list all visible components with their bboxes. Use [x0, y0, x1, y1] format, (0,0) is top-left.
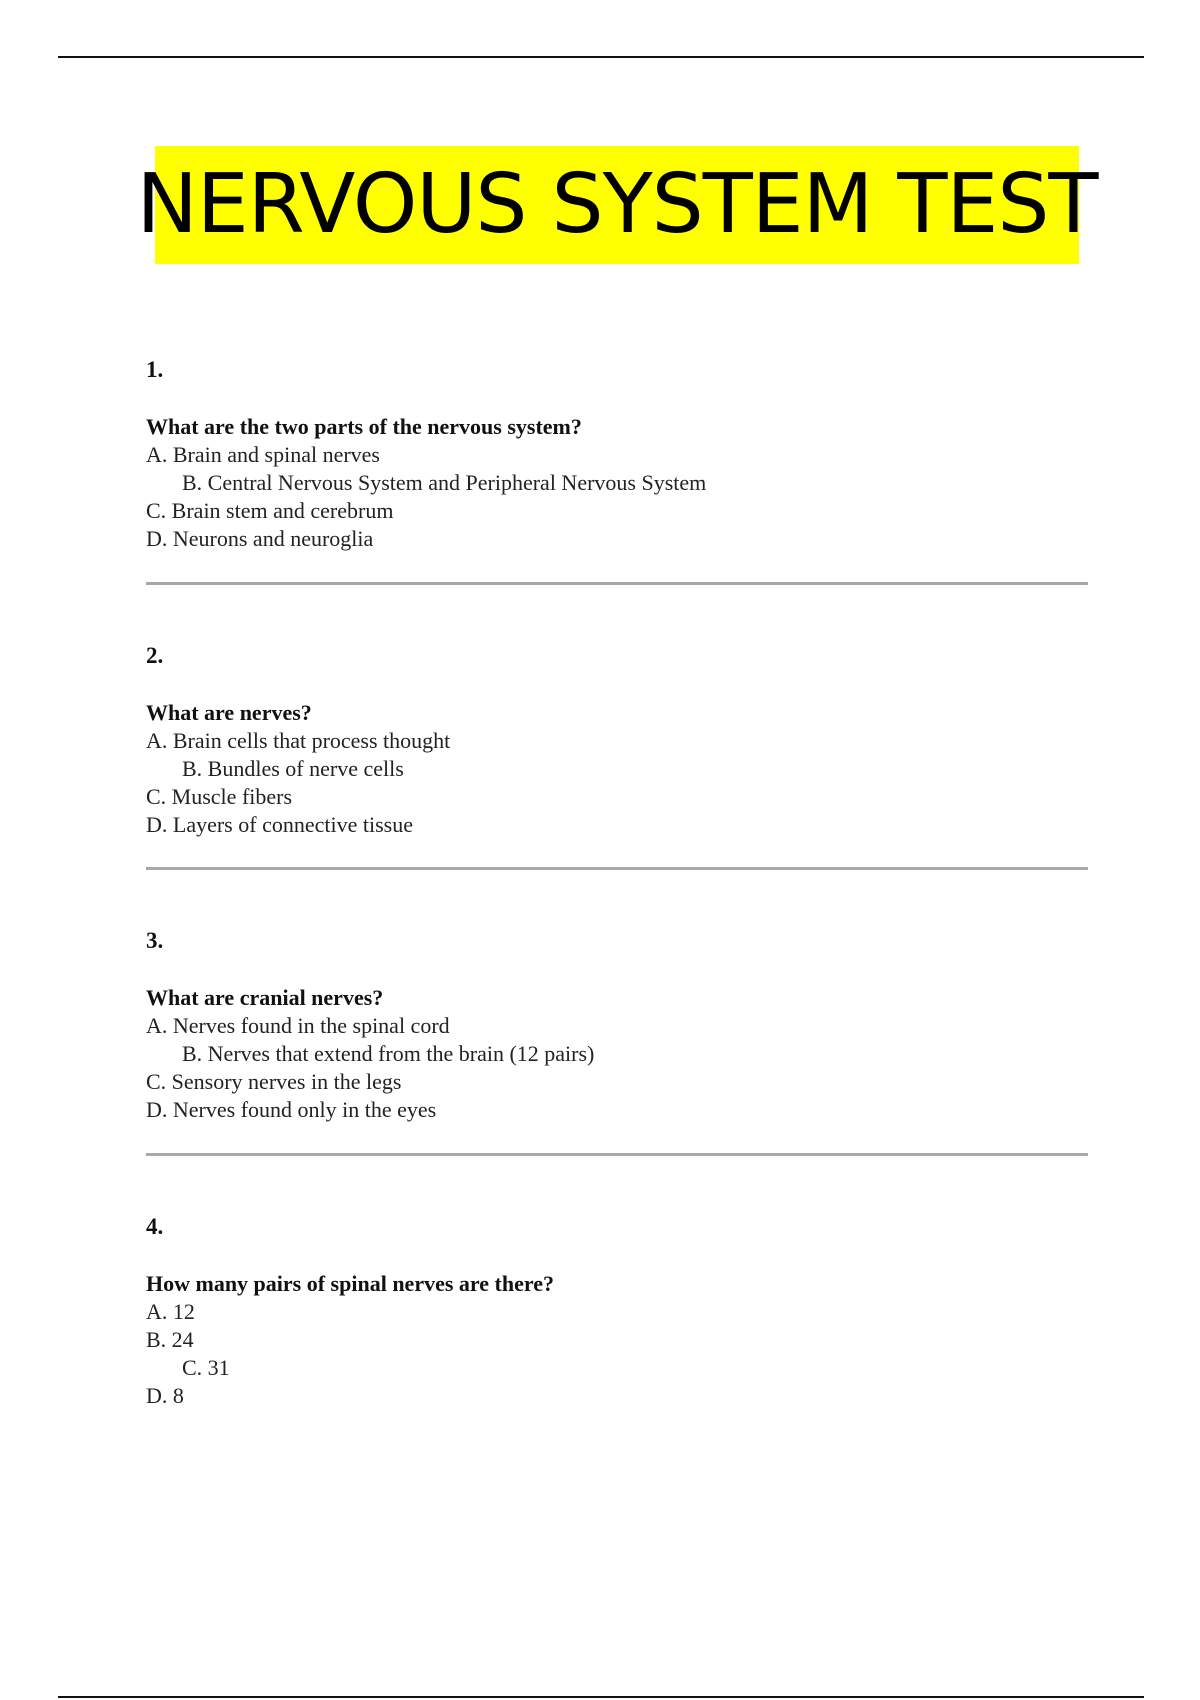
question-2	[146, 642, 1088, 839]
option-c: C. Brain stem and cerebrum	[146, 498, 394, 523]
option-b-correct: B. Central Nervous System and Peripheral Nervous System	[182, 470, 707, 495]
option-d: D. Nerves found only in the eyes	[146, 1097, 437, 1122]
question-number: 3.	[146, 928, 164, 953]
question-number: 4.	[146, 1214, 164, 1239]
option-a: A. Brain and spinal nerves	[146, 442, 380, 467]
option-b-correct: B. Nerves that extend from the brain (12 pairs)	[182, 1041, 595, 1066]
option-a: A. 12	[146, 1299, 195, 1324]
option-c: C. Muscle fibers	[146, 784, 293, 809]
question-text: What are the two parts of the nervous system?	[146, 414, 582, 439]
option-b: B. 24	[146, 1327, 194, 1352]
option-d: D. 8	[146, 1383, 184, 1408]
option-d: D. Neurons and neuroglia	[146, 526, 374, 551]
question-number: 1.	[146, 357, 164, 382]
question-text: What are nerves?	[146, 700, 312, 725]
question-text: What are cranial nerves?	[146, 985, 384, 1010]
option-c-correct: C. 31	[182, 1355, 230, 1380]
question-divider	[146, 582, 1088, 585]
option-a: A. Nerves found in the spinal cord	[146, 1013, 450, 1038]
question-number: 2.	[146, 643, 164, 668]
question-divider	[146, 1153, 1088, 1156]
page-title: NERVOUS SYSTEM TEST	[136, 157, 1098, 252]
question-4	[146, 1213, 1088, 1410]
question-text: How many pairs of spinal nerves are there?	[146, 1271, 554, 1296]
footer-rule	[58, 1696, 1144, 1698]
option-c: C. Sensory nerves in the legs	[146, 1069, 402, 1094]
question-3	[146, 927, 1088, 1124]
header-rule	[58, 56, 1144, 58]
question-1	[146, 356, 1088, 553]
option-a: A. Brain cells that process thought	[146, 728, 451, 753]
option-d: D. Layers of connective tissue	[146, 812, 413, 837]
question-divider	[146, 867, 1088, 870]
option-b-correct: B. Bundles of nerve cells	[182, 756, 404, 781]
title-highlight	[136, 146, 1098, 264]
